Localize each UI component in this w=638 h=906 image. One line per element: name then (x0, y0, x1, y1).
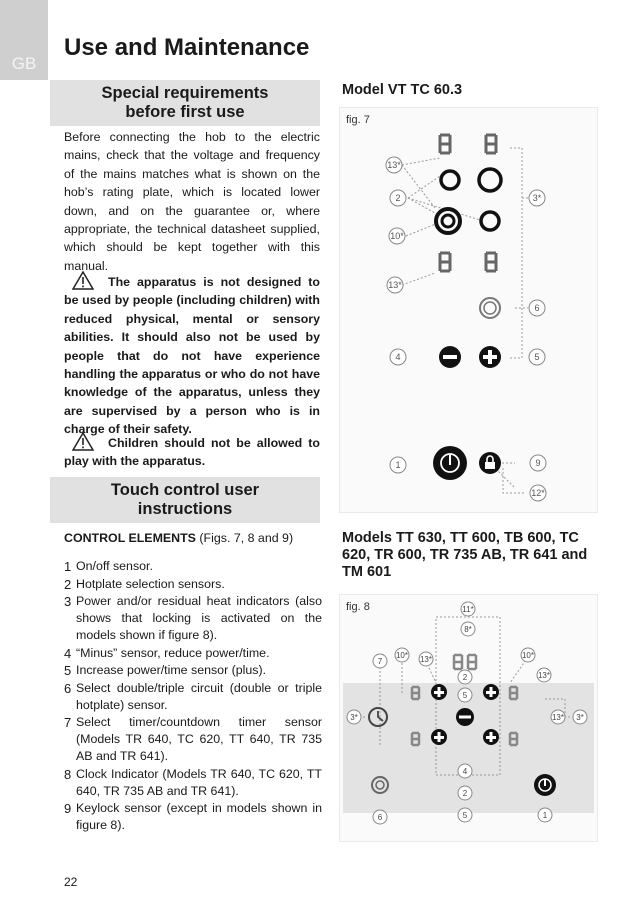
callout-3-text: 3* (532, 193, 542, 203)
list-item (64, 766, 322, 800)
double-circuit-icon (480, 298, 500, 318)
item-text: Keylock sensor (except in models shown in figure 8). (76, 801, 322, 832)
item-text: Power and/or residual heat indicators (also shows that locking is activated on the models shown if figure 8). (76, 594, 322, 642)
item-text: On/off sensor. (76, 559, 153, 573)
callout-1-text: 1 (542, 811, 548, 820)
segment-display-group-1 (440, 135, 496, 153)
callout-9-text: 9 (535, 458, 541, 468)
language-tab-label: GB (11, 54, 37, 73)
item-text: Clock Indicator (Models TR 640, TC 620, TT 640, TR 735 AB and TR 641). (76, 766, 322, 798)
list-item (64, 558, 322, 575)
callout-13b-text: 13* (388, 280, 402, 290)
page-number: 22 (64, 875, 78, 889)
warning-paragraph-2 (64, 432, 320, 471)
callout-5-text: 5 (534, 352, 540, 362)
control-elements-ref: (Figs. 7, 8 and 9) (199, 531, 294, 545)
control-elements-list (64, 558, 322, 835)
figure-7-diagram (340, 108, 597, 512)
item-number: 5 (64, 663, 72, 678)
callout-10-text: 10* (390, 231, 404, 241)
intro-paragraph: Before connecting the hob to the electric mains, check that the voltage and frequency of the mains matches what is shown on the hob’s rating plate, which is located lower down, and on the guarantee or, where appropriate, the technical datasheet supplied, which should be kept together with this manual. (64, 130, 320, 273)
page-title: Use and Maintenance (64, 34, 310, 61)
callout-13-left-text: 13* (419, 655, 433, 664)
callout-10-right-text: 10* (521, 651, 535, 660)
segment-display-group-2 (440, 253, 496, 271)
hotplate-sensor-icon (442, 215, 454, 227)
hotplate-sensor-icon (436, 209, 460, 233)
double-circuit-icon (484, 302, 496, 314)
warning-icon (72, 271, 94, 290)
list-item (64, 593, 322, 644)
callout-3-right-text: 3* (576, 713, 584, 722)
callout-12-text: 12* (531, 488, 545, 498)
list-item (64, 576, 322, 593)
callout-2-bottom-text: 2 (462, 789, 468, 798)
plus-glyph (488, 350, 492, 364)
item-text: Hotplate selection sensors. (76, 576, 225, 591)
callout-3-left-text: 3* (350, 713, 358, 722)
figure-7-panel (339, 107, 598, 513)
language-tab (0, 0, 48, 80)
hotplate-sensor-icon (441, 171, 459, 189)
callout-2-text: 2 (395, 193, 401, 203)
warning-text-1: The apparatus is not designed to be used by people (including children) with reduced physical, mental or sensory abilities. It should also not be used by people that do not have experience handling the apparatus or who do not have knowledge of the apparatus, unless they are supervised by a person who is in charge of their safety. (64, 275, 320, 437)
model-title-tt-series: Models TT 630, TT 600, TB 600, TC 620, TR 600, TR 735 AB, TR 641 and TM 601 (342, 530, 588, 580)
hotplate-sensor-icon (481, 212, 499, 230)
callout-8-text: 8* (464, 625, 472, 634)
heading-line-2: instructions (137, 500, 233, 518)
heading-line-2: before first use (125, 103, 245, 121)
callout-5-bottom-text: 5 (462, 811, 468, 820)
callout-13-mid-text: 13* (551, 713, 565, 722)
control-elements-title: CONTROL ELEMENTS (64, 531, 196, 545)
callout-6-text: 6 (377, 813, 383, 822)
hotplate-sensor-icon (479, 169, 501, 191)
figure-7-label: fig. 7 (346, 114, 370, 126)
power-glyph (449, 455, 451, 465)
list-item (64, 645, 322, 662)
lock-glyph (485, 462, 495, 469)
warning-icon (72, 432, 94, 451)
heading-line-1: Special requirements (101, 84, 269, 102)
section-heading-touch-control (50, 477, 320, 523)
item-number: 2 (64, 576, 72, 592)
callout-13-right-text: 13* (537, 671, 551, 680)
callout-7-text: 7 (377, 657, 383, 666)
callout-6-text: 6 (534, 303, 540, 313)
callout-10-left-text: 10* (395, 651, 409, 660)
callout-1-text: 1 (395, 460, 401, 470)
figure-8-label: fig. 8 (346, 601, 370, 613)
list-item (64, 714, 322, 765)
section-heading-special-requirements (50, 80, 320, 126)
callout-4-text: 4 (395, 352, 401, 362)
callout-2-top-text: 2 (462, 673, 468, 682)
item-text: Select timer/countdown timer sensor (Models TR 640, TC 620, TT 640, TR 735 AB and TR 641). (76, 715, 322, 763)
list-item (64, 680, 322, 714)
item-text: Increase power/time sensor (plus). (76, 663, 267, 677)
item-number: 1 (64, 559, 72, 574)
control-elements-heading (64, 531, 293, 545)
minus-glyph (459, 716, 471, 719)
minus-glyph (443, 355, 457, 359)
figure-8-diagram (340, 595, 597, 841)
power-glyph (544, 779, 546, 786)
figure-8-panel (339, 594, 598, 842)
item-number: 9 (64, 801, 72, 816)
heading-line-1: Touch control user (110, 481, 260, 499)
item-text: Select double/triple circuit (double or triple hotplate) sensor. (76, 680, 322, 712)
item-number: 3 (64, 594, 72, 609)
item-number: 7 (64, 715, 72, 730)
callout-13-text: 13* (387, 160, 401, 170)
item-text: “Minus” sensor, reduce power/time. (76, 645, 270, 660)
model-title-vt-tc: Model VT TC 60.3 (342, 82, 463, 98)
warning-paragraph-1 (64, 271, 320, 439)
warning-text-2: Children should not be allowed to play with the apparatus. (64, 436, 320, 469)
list-item (64, 662, 322, 679)
callout-4-text: 4 (462, 767, 468, 776)
item-number: 4 (64, 645, 72, 661)
callout-11-text: 11* (462, 605, 474, 614)
item-number: 6 (64, 680, 72, 696)
list-item (64, 800, 322, 834)
callout-5-text: 5 (462, 691, 468, 700)
item-number: 8 (64, 766, 72, 782)
